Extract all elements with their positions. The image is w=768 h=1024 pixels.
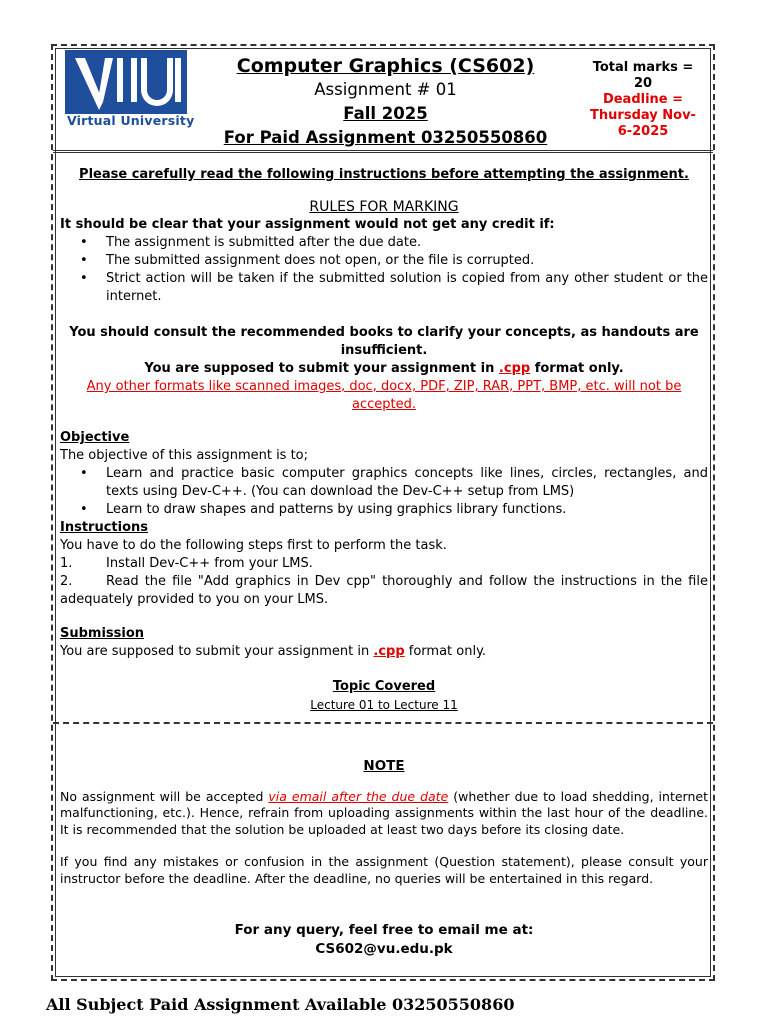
note-heading: NOTE	[363, 758, 405, 774]
list-item: • The assignment is submitted after the due date.	[106, 234, 708, 252]
submission-line: You are supposed to submit your assignment in .cpp format only.	[60, 644, 487, 659]
paid-assignment-line: For Paid Assignment 03250550860	[223, 128, 548, 147]
topic-heading: Topic Covered	[332, 679, 436, 694]
format-line: You are supposed to submit your assignment in .cpp format only.	[144, 361, 624, 376]
email-warning: via email after the due date	[268, 788, 449, 804]
objective-heading: Objective	[60, 430, 130, 445]
course-title: Computer Graphics (CS602)	[236, 55, 535, 77]
cpp-ext: .cpp	[373, 644, 405, 659]
list-item: 1. Install Dev-C++ from your LMS.	[60, 556, 313, 571]
total-marks: Total marks = 20	[592, 60, 694, 91]
section-divider	[53, 722, 713, 724]
semester: Fall 2025	[343, 104, 428, 123]
topic-range: Lecture 01 to Lecture 11	[310, 698, 458, 712]
deadline: Deadline = Thursday Nov-6-2025	[590, 92, 696, 139]
instructions-lead: You have to do the following steps first to perform the task.	[60, 538, 447, 553]
instructions-heading: Instructions	[60, 520, 149, 535]
rules-heading: RULES FOR MARKING	[309, 199, 459, 215]
not-accepted-line: Any other formats like scanned images, doc, docx, PDF, ZIP, RAR, PPT, BMP, etc. will not be accepted.	[86, 379, 682, 412]
header-title-block	[203, 54, 568, 150]
steps-list	[60, 555, 708, 609]
contact-email[interactable]: CS602@vu.edu.pk	[315, 941, 453, 957]
document-frame	[51, 44, 715, 981]
note-paragraph-1: No assignment will be accepted via email after the due date (whether due to load shedding, internet malfunctioning, etc.). Hence, refrain from uploading assignments within the last hour of the deadline. It is recommended that the solution be uploaded at least two days before its closing date.	[60, 788, 708, 837]
read-instructions-line: Please carefully read the following instructions before attempting the assignment.	[79, 167, 689, 182]
list-item: 2. Read the file "Add graphics in Dev cpp" thoroughly and follow the instructions in the file adequately provided to you on your LMS.	[60, 574, 708, 607]
note-section	[60, 758, 708, 959]
consult-line: You should consult the recommended books to clarify your concepts, as handouts are insufficient.	[69, 325, 699, 358]
list-item: • The submitted assignment does not open, or the file is corrupted.	[106, 252, 708, 270]
footer-line: All Subject Paid Assignment Available 03250550860	[46, 995, 515, 1014]
cpp-ext: .cpp	[498, 361, 531, 376]
header	[53, 46, 713, 153]
list-item: • Learn and practice basic computer graphics concepts like lines, circles, rectangles, and texts using Dev-C++. (You can download the Dev-C++ setup from LMS)	[106, 465, 708, 501]
submission-heading: Submission	[60, 626, 145, 641]
logo-text: Virtual University	[67, 113, 195, 128]
list-item: • Learn to draw shapes and patterns by using graphics library functions.	[106, 501, 708, 519]
marks-deadline	[583, 60, 703, 140]
assignment-number: Assignment # 01	[314, 80, 457, 99]
query-line: For any query, feel free to email me at:	[234, 922, 534, 938]
rules-lead: It should be clear that your assignment would not get any credit if:	[60, 217, 555, 232]
objective-lead: The objective of this assignment is to;	[60, 448, 309, 463]
rules-list	[60, 234, 708, 306]
instructions-body	[60, 166, 708, 714]
note-paragraph-2: If you find any mistakes or confusion in the assignment (Question statement), please consult your instructor before the deadline. After the deadline, no queries will be entertained in this regard.	[60, 854, 708, 886]
list-item: • Strict action will be taken if the submitted solution is copied from any other student or the internet.	[106, 270, 708, 306]
objective-list	[60, 465, 708, 519]
